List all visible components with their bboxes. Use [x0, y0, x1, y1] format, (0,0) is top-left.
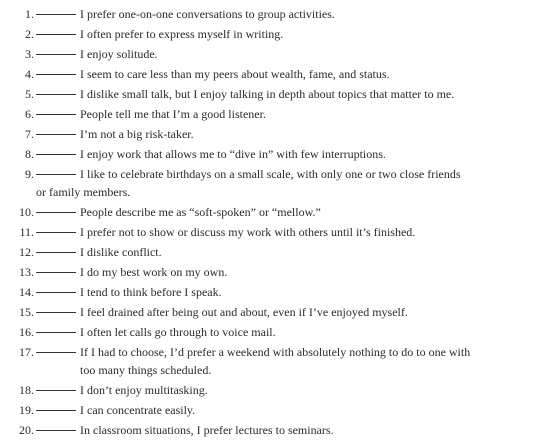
answer-blank[interactable] [36, 222, 76, 233]
item-number: 19. [19, 403, 34, 417]
item-text: I often prefer to express myself in writing. [80, 27, 284, 41]
list-item [0, 144, 549, 164]
item-number: 15. [19, 305, 34, 319]
item-number: 3. [25, 47, 34, 61]
answer-blank[interactable] [36, 202, 76, 213]
item-text: I don’t enjoy multitasking. [80, 383, 208, 397]
item-number: 20. [19, 423, 34, 437]
answer-blank[interactable] [36, 380, 76, 391]
answer-blank[interactable] [36, 164, 76, 175]
item-text-continuation: too many things scheduled. [80, 363, 212, 377]
item-text: I feel drained after being out and about, even if I’ve enjoyed myself. [80, 305, 408, 319]
answer-blank[interactable] [36, 420, 76, 431]
answer-blank[interactable] [36, 282, 76, 293]
list-item [0, 282, 549, 302]
item-text: I prefer not to show or discuss my work with others until it’s finished. [80, 225, 416, 239]
item-text: I tend to think before I speak. [80, 285, 222, 299]
list-item [0, 380, 549, 400]
answer-blank[interactable] [36, 342, 76, 353]
item-number: 12. [19, 245, 34, 259]
item-text: I seem to care less than my peers about wealth, fame, and status. [80, 67, 390, 81]
answer-blank[interactable] [36, 44, 76, 55]
item-text: I dislike conflict. [80, 245, 162, 259]
item-text-block [36, 164, 549, 202]
item-text: If I had to choose, I’d prefer a weekend with absolutely nothing to do to one with [80, 345, 471, 359]
item-text: I like to celebrate birthdays on a small scale, with only one or two close friends [80, 167, 461, 181]
list-item [0, 44, 549, 64]
item-number: 1. [25, 7, 34, 21]
list-item [0, 420, 549, 440]
item-number: 14. [19, 285, 34, 299]
item-text: I dislike small talk, but I enjoy talking in depth about topics that matter to me. [80, 87, 455, 101]
item-text: I prefer one-on-one conversations to group activities. [80, 7, 335, 21]
list-item [0, 24, 549, 44]
list-item [0, 322, 549, 342]
item-text-block [80, 342, 549, 380]
item-number: 13. [19, 265, 34, 279]
item-text: I can concentrate easily. [80, 403, 196, 417]
list-item [0, 222, 549, 242]
list-item [0, 262, 549, 282]
list-item [0, 202, 549, 222]
item-number: 8. [25, 147, 34, 161]
item-number: 17. [19, 345, 34, 359]
item-number: 18. [19, 383, 34, 397]
item-text: I do my best work on my own. [80, 265, 228, 279]
answer-blank[interactable] [36, 262, 76, 273]
list-item [0, 400, 549, 420]
list-item [0, 342, 549, 380]
answer-blank[interactable] [36, 242, 76, 253]
item-number: 4. [25, 67, 34, 81]
list-item [0, 124, 549, 144]
item-number: 10. [19, 205, 34, 219]
answer-blank[interactable] [36, 4, 76, 15]
item-number: 2. [25, 27, 34, 41]
answer-blank[interactable] [36, 64, 76, 75]
item-text: I enjoy solitude. [80, 47, 158, 61]
item-text: I often let calls go through to voice mail. [80, 325, 276, 339]
item-text: I’m not a big risk-taker. [80, 127, 194, 141]
list-item [0, 302, 549, 322]
item-text-continuation: or family members. [36, 185, 131, 199]
answer-blank[interactable] [36, 104, 76, 115]
item-number: 7. [25, 127, 34, 141]
item-text: In classroom situations, I prefer lectures to seminars. [80, 423, 334, 437]
item-text: People describe me as “soft-spoken” or “mellow.” [80, 205, 321, 219]
item-number: 16. [19, 325, 34, 339]
item-text: People tell me that I’m a good listener. [80, 107, 266, 121]
answer-blank[interactable] [36, 84, 76, 95]
item-text: I enjoy work that allows me to “dive in” with few interruptions. [80, 147, 386, 161]
item-number: 9. [25, 167, 34, 181]
list-item [0, 164, 549, 202]
answer-blank[interactable] [36, 124, 76, 135]
answer-blank[interactable] [36, 144, 76, 155]
item-number: 11. [19, 225, 34, 239]
list-item [0, 4, 549, 24]
list-item [0, 242, 549, 262]
item-number: 6. [25, 107, 34, 121]
list-item [0, 84, 549, 104]
item-number: 5. [25, 87, 34, 101]
answer-blank[interactable] [36, 400, 76, 411]
list-item [0, 104, 549, 124]
answer-blank[interactable] [36, 322, 76, 333]
list-item [0, 64, 549, 84]
answer-blank[interactable] [36, 24, 76, 35]
answer-blank[interactable] [36, 302, 76, 313]
